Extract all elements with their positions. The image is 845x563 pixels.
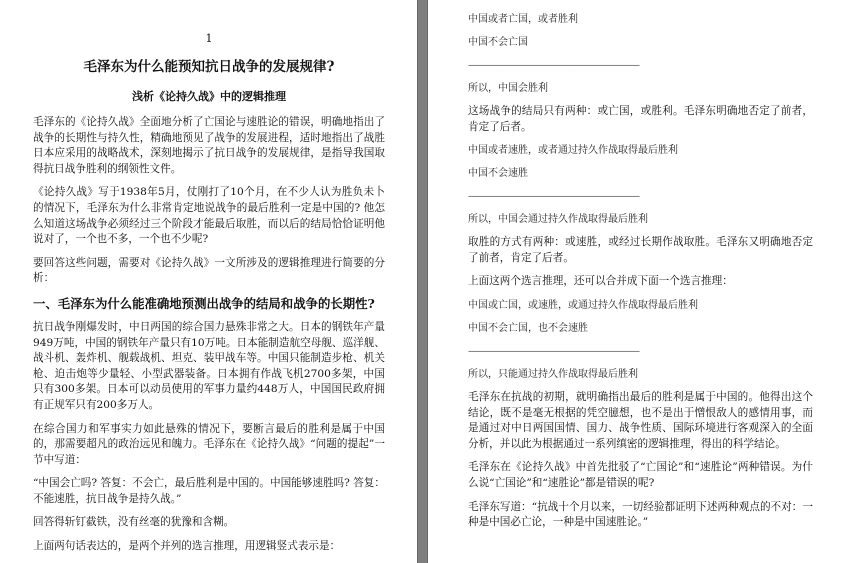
section-heading: 一、毛泽东为什么能准确地预测出战争的结局和战争的长期性? xyxy=(33,295,375,311)
syllogism-conclusion: 所以，只能通过持久作战取得最后胜利 xyxy=(468,368,638,380)
paragraph: 要回答这些问题，需要对《论持久战》一文所涉及的逻辑推理进行简要的分析： xyxy=(33,256,385,285)
syllogism-line: 中国或亡国，或速胜，或通过持久作战取得最后胜利 xyxy=(468,299,698,311)
paragraph: 毛泽东在抗战的初期，就明确指出最后的胜利是属于中国的。他得出这个结论，既不是毫无根据的凭空臆想，也不是出于憎恨敌人的感情用事，而是通过对中日两国国情、国力、战争性质、国际环境进行客观深入的全面分析，并以此为根据通过一系列缜密的逻辑推理，得出的科学结论。 xyxy=(468,390,813,450)
document-page-right xyxy=(428,0,845,563)
paragraph: 取胜的方式有两种：或速胜，或经过长期作战取胜。毛泽东又明确地否定了前者，肯定了后者。 xyxy=(468,236,813,264)
quote-paragraph: “中国会亡吗? 答复：不会亡，最后胜利是中国的。中国能够速胜吗? 答复：不能速胜，抗日战争是持久战。” xyxy=(33,477,385,505)
syllogism-line: 中国不会速胜 xyxy=(468,168,528,180)
document-subtitle: 浅析《论持久战》中的逻辑推理 xyxy=(132,90,286,103)
syllogism-rule: ——————————————————— xyxy=(468,345,639,357)
paragraph: 回答得斩钉截铁，没有丝毫的犹豫和含糊。 xyxy=(33,516,235,529)
paragraph: 在综合国力和军事实力如此悬殊的情况下，要断言最后的胜利是属于中国的，那需要超凡的政治远见和魄力。毛泽东在《论持久战》“问题的提起”一节中写道： xyxy=(33,422,385,466)
paragraph: 上面两句话表达的，是两个并列的选言推理，用逻辑竖式表示是： xyxy=(33,540,341,553)
syllogism-line: 中国不会亡国 xyxy=(468,37,528,48)
syllogism-rule: ——————————————————— xyxy=(468,191,639,203)
syllogism-line: 中国或者速胜，或者通过持久作战取得最后胜利 xyxy=(468,145,678,157)
document-title: 毛泽东为什么能预知抗日战争的发展规律? xyxy=(83,59,335,75)
paragraph: 这场战争的结局只有两种：或亡国，或胜利。毛泽东明确地否定了前者，肯定了后者。 xyxy=(468,105,813,133)
syllogism-conclusion: 所以，中国会通过持久作战取得最后胜利 xyxy=(468,214,648,226)
paragraph: 毛泽东在《论持久战》中首先批驳了“亡国论”和“速胜论”两种错误。为什么说“亡国论”和“速胜论”都是错误的呢? xyxy=(468,461,813,489)
syllogism-rule: ——————————————————— xyxy=(468,60,639,71)
paragraph: 抗日战争刚爆发时，中日两国的综合国力悬殊非常之大。日本的钢铁年产量949万吨，中国的钢铁年产量只有10万吨。日本能制造航空母舰、巡洋舰、战斗机、轰炸机、舰载战机、坦克、装甲战车等。中国只能制造步枪、机关枪、迫击炮等少量轻、小型武器装备。日本拥有作战飞机2700多架，中国只有300多架。日本可以动员使用的军事力量约448万人，中国国民政府拥有正规军只有200多万人。 xyxy=(33,320,385,411)
syllogism-line: 中国不会亡国，也不会速胜 xyxy=(468,322,588,334)
syllogism-conclusion: 所以，中国会胜利 xyxy=(468,83,548,94)
document-page-left xyxy=(0,0,417,563)
quote-paragraph: 毛泽东写道：“抗战十个月以来，一切经验都证明下述两种观点的不对：一种是中国必亡论，一种是中国速胜论。” xyxy=(468,500,813,529)
page-gap xyxy=(417,0,428,563)
page-number: 1 xyxy=(205,32,213,45)
paragraph: 《论持久战》写于1938年5月，仗刚打了10个月，在不少人认为胜负未卜的情况下，毛泽东为什么非常肯定地说战争的最后胜利一定是中国的? 他怎么知道这场战争必须经过三个阶段才能最后取胜，而以后的结局恰恰证明他说对了，一个也不多，一个也不少呢? xyxy=(33,186,385,246)
paragraph: 上面这两个选言推理，还可以合并成下面一个选言推理： xyxy=(468,275,733,288)
paragraph: 毛泽东的《论持久战》全面地分析了亡国论与速胜论的错误，明确地指出了战争的长期性与持久性，精确地预见了战争的发展进程，适时地指出了战胜日本应采用的战略战术，深刻地揭示了抗日战争的发展规律，是指导我国取得抗日战争胜利的纲领性文件。 xyxy=(33,116,385,175)
syllogism-line: 中国或者亡国，或者胜利 xyxy=(468,14,578,25)
